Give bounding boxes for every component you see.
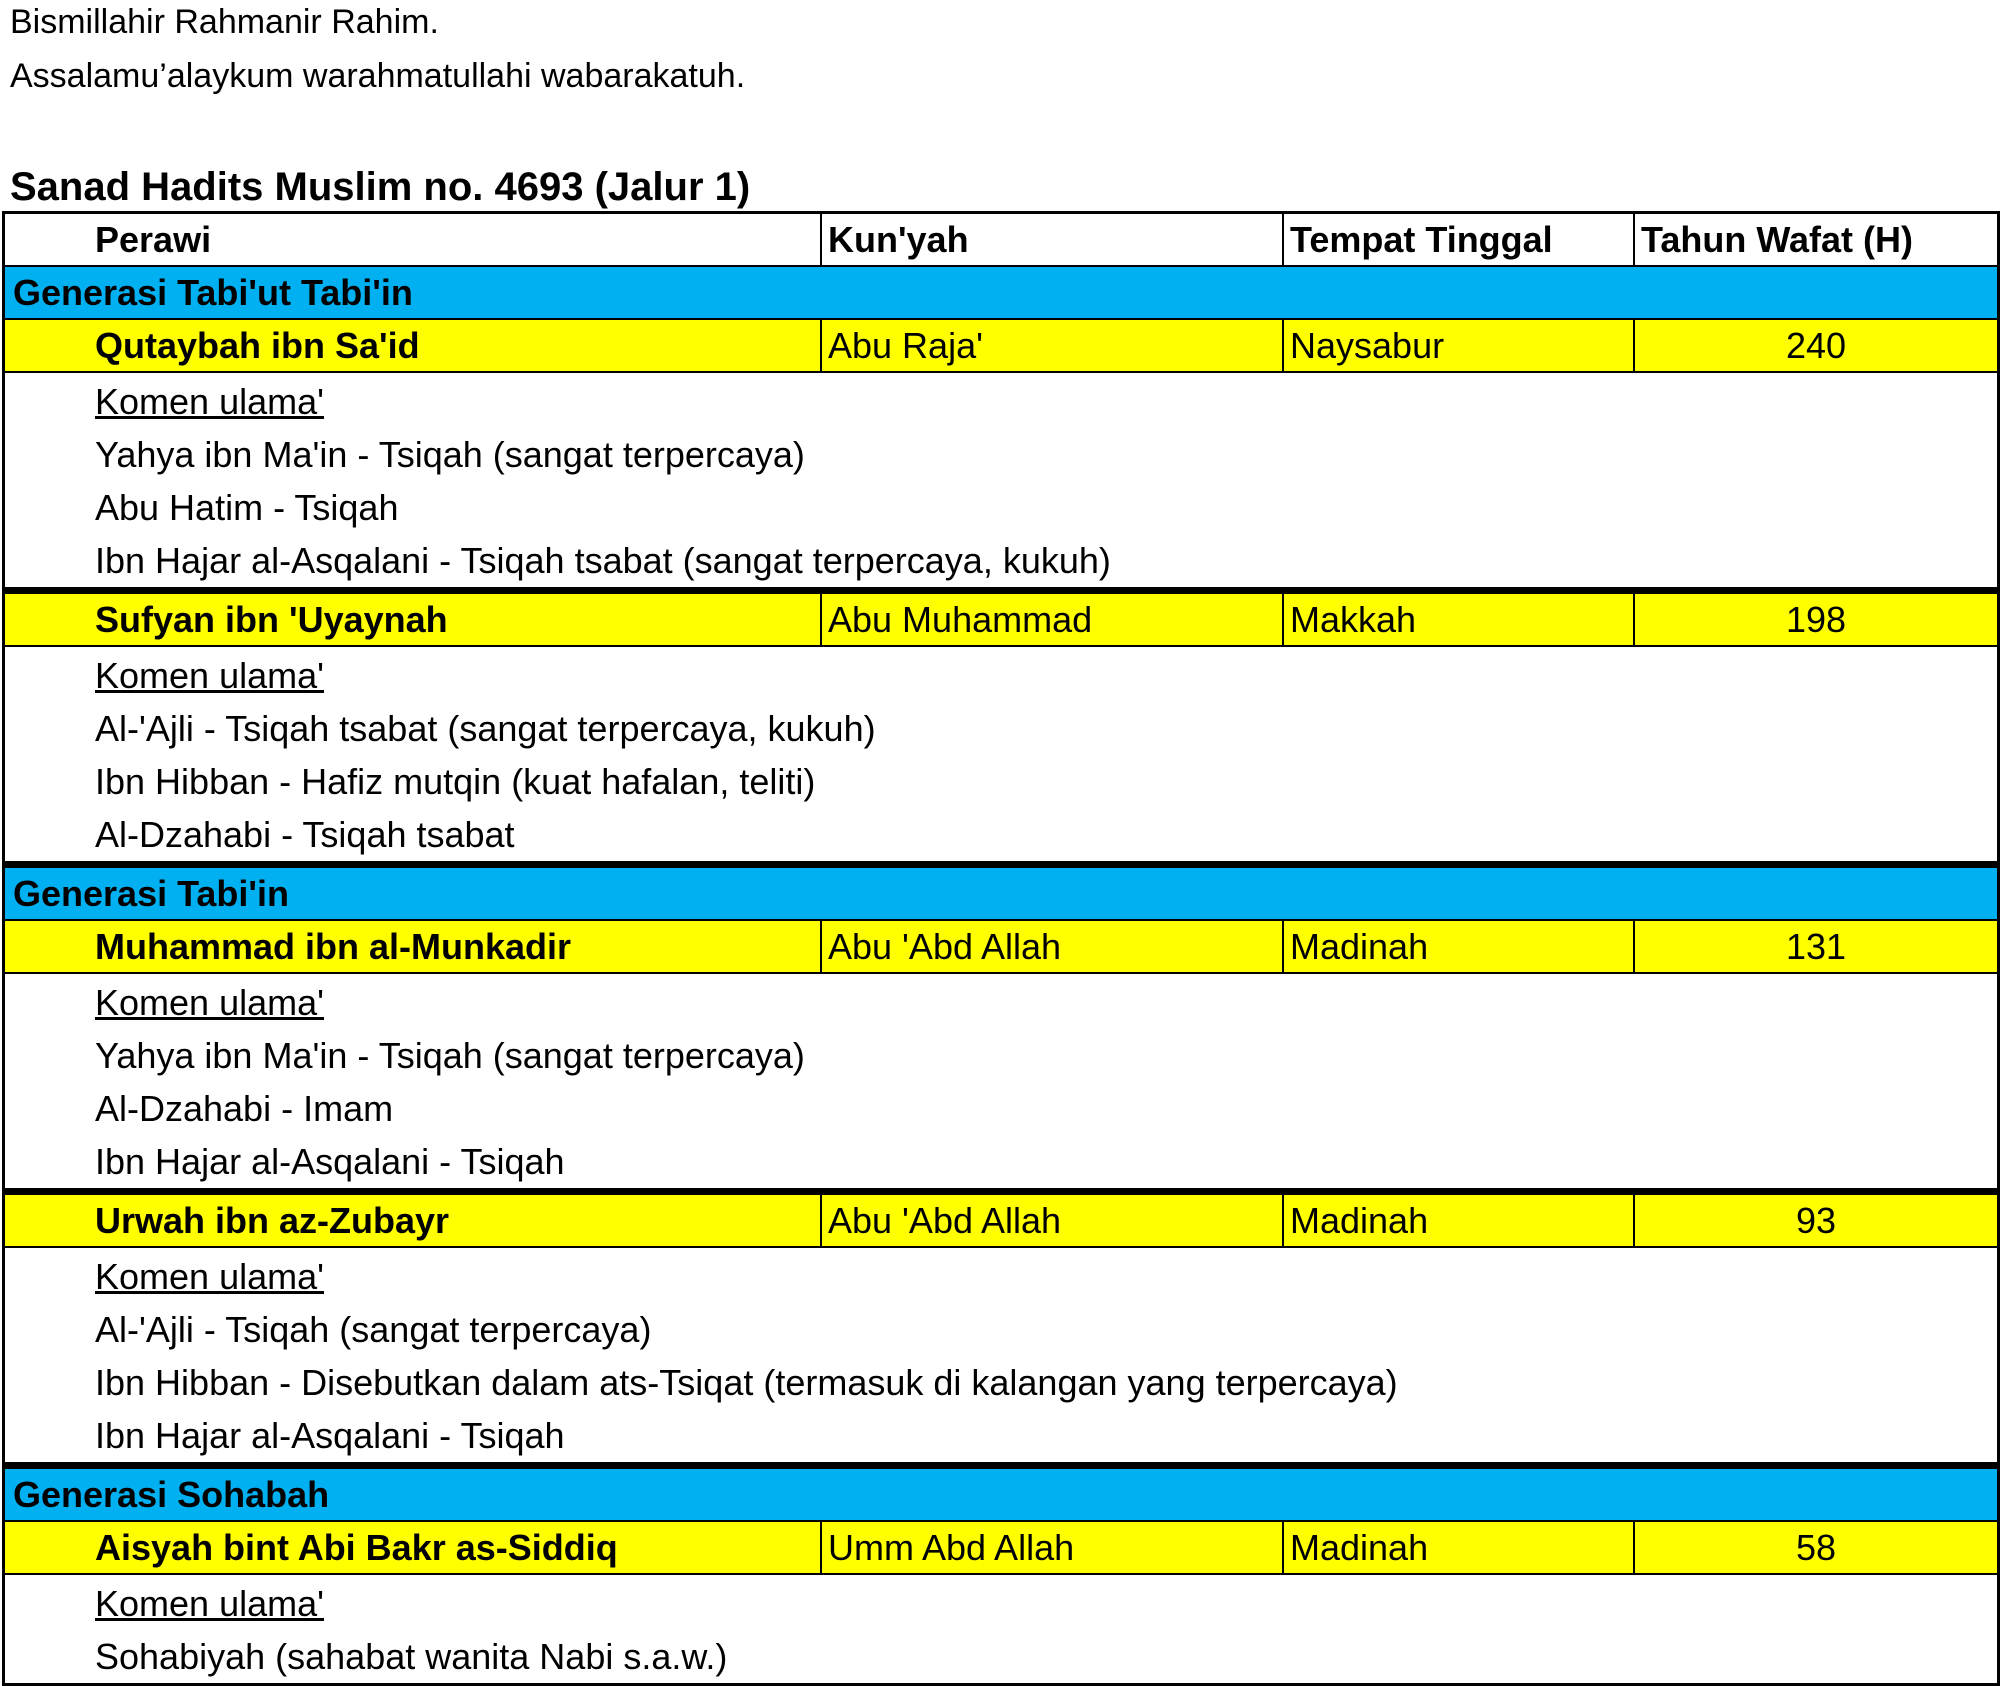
narrator-kunyah: Abu Muhammad bbox=[820, 594, 1282, 645]
greeting-salam: Assalamu’alaykum warahmatullahi wabarakatuh. bbox=[10, 57, 746, 95]
narrator-residence: Naysabur bbox=[1282, 320, 1633, 371]
comment-item: Ibn Hibban - Hafiz mutqin (kuat hafalan, teliti) bbox=[95, 761, 816, 802]
narrator-residence: Madinah bbox=[1282, 1522, 1633, 1573]
narrator-name: Aisyah bint Abi Bakr as-Siddiq bbox=[95, 1526, 618, 1568]
narrator-name: Urwah ibn az-Zubayr bbox=[95, 1199, 450, 1241]
comment-item: Al-'Ajli - Tsiqah (sangat terpercaya) bbox=[95, 1309, 652, 1350]
comments-block bbox=[5, 373, 1997, 594]
greeting-basmalah: Bismillahir Rahmanir Rahim. bbox=[10, 3, 439, 41]
comment-item: Al-'Ajli - Tsiqah tsabat (sangat terpercaya, kukuh) bbox=[95, 708, 876, 749]
comment-item: Ibn Hajar al-Asqalani - Tsiqah tsabat (sangat terpercaya, kukuh) bbox=[95, 540, 1111, 581]
narrator-death-year: 240 bbox=[1633, 320, 1997, 371]
comment-item: Sohabiyah (sahabat wanita Nabi s.a.w.) bbox=[95, 1636, 728, 1677]
narrator-row bbox=[5, 921, 1997, 974]
table-header-row bbox=[5, 214, 1997, 267]
table-body bbox=[5, 267, 1997, 1683]
sanad-table bbox=[2, 211, 2000, 1686]
narrator-death-year: 131 bbox=[1633, 921, 1997, 972]
narrator-kunyah: Abu 'Abd Allah bbox=[820, 921, 1282, 972]
comments-heading: Komen ulama' bbox=[95, 1583, 324, 1624]
comment-item: Abu Hatim - Tsiqah bbox=[95, 487, 399, 528]
generation-label: Generasi Sohabah bbox=[13, 1473, 330, 1515]
comments-block bbox=[5, 1248, 1997, 1469]
narrator-kunyah: Umm Abd Allah bbox=[820, 1522, 1282, 1573]
narrator-death-year: 58 bbox=[1633, 1522, 1997, 1573]
comment-item: Al-Dzahabi - Tsiqah tsabat bbox=[95, 814, 515, 855]
comments-heading: Komen ulama' bbox=[95, 982, 324, 1023]
comments-heading: Komen ulama' bbox=[95, 1256, 324, 1297]
narrator-kunyah: Abu 'Abd Allah bbox=[820, 1195, 1282, 1246]
narrator-row bbox=[5, 320, 1997, 373]
comment-item: Ibn Hajar al-Asqalani - Tsiqah bbox=[95, 1415, 565, 1456]
comment-item: Ibn Hajar al-Asqalani - Tsiqah bbox=[95, 1141, 565, 1182]
narrator-name: Muhammad ibn al-Munkadir bbox=[95, 925, 572, 967]
header-kunyah: Kun'yah bbox=[820, 214, 1282, 265]
comments-block bbox=[5, 1575, 1997, 1683]
narrator-death-year: 198 bbox=[1633, 594, 1997, 645]
narrator-residence: Makkah bbox=[1282, 594, 1633, 645]
comments-heading: Komen ulama' bbox=[95, 381, 324, 422]
generation-row bbox=[5, 267, 1997, 320]
comments-heading: Komen ulama' bbox=[95, 655, 324, 696]
document-title: Sanad Hadits Muslim no. 4693 (Jalur 1) bbox=[10, 165, 751, 209]
narrator-name: Qutaybah ibn Sa'id bbox=[95, 324, 420, 366]
comment-item: Yahya ibn Ma'in - Tsiqah (sangat terpercaya) bbox=[95, 434, 805, 475]
narrator-row bbox=[5, 1522, 1997, 1575]
narrator-death-year: 93 bbox=[1633, 1195, 1997, 1246]
header-tempat-tinggal: Tempat Tinggal bbox=[1282, 214, 1633, 265]
comments-block bbox=[5, 647, 1997, 868]
narrator-kunyah: Abu Raja' bbox=[820, 320, 1282, 371]
narrator-residence: Madinah bbox=[1282, 921, 1633, 972]
header-perawi: Perawi bbox=[95, 218, 212, 260]
narrator-residence: Madinah bbox=[1282, 1195, 1633, 1246]
narrator-row bbox=[5, 1195, 1997, 1248]
narrator-row bbox=[5, 594, 1997, 647]
generation-label: Generasi Tabi'ut Tabi'in bbox=[13, 271, 413, 313]
comment-item: Al-Dzahabi - Imam bbox=[95, 1088, 394, 1129]
comment-item: Ibn Hibban - Disebutkan dalam ats-Tsiqat (termasuk di kalangan yang terpercaya) bbox=[95, 1362, 1398, 1403]
comment-item: Yahya ibn Ma'in - Tsiqah (sangat terpercaya) bbox=[95, 1035, 805, 1076]
generation-row bbox=[5, 1469, 1997, 1522]
header-tahun-wafat: Tahun Wafat (H) bbox=[1633, 214, 1997, 265]
generation-label: Generasi Tabi'in bbox=[13, 872, 289, 914]
comments-block bbox=[5, 974, 1997, 1195]
narrator-name: Sufyan ibn 'Uyaynah bbox=[95, 598, 448, 640]
generation-row bbox=[5, 868, 1997, 921]
